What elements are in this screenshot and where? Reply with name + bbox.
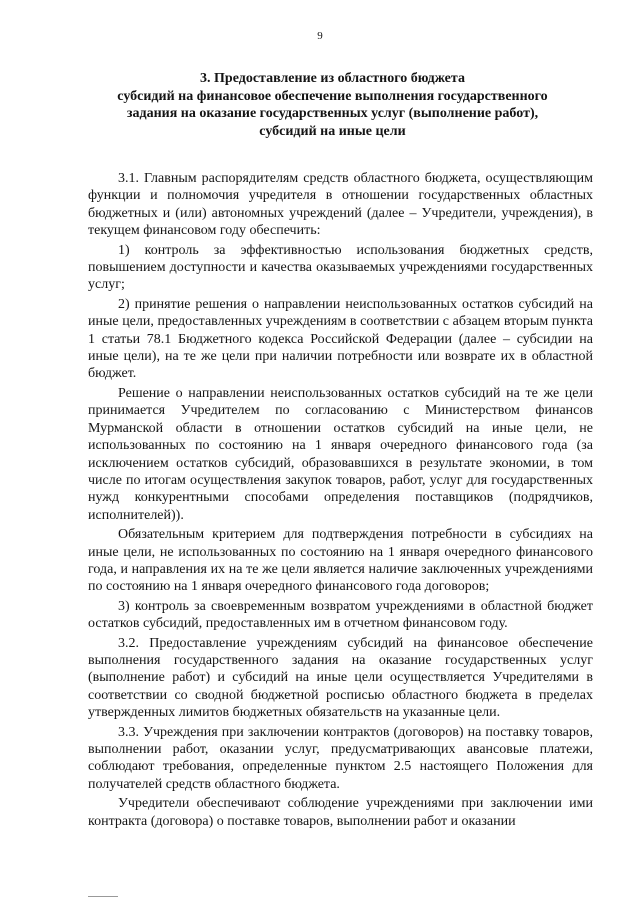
- section-title-line: задания на оказание государственных услуг (выполнение работ),: [126, 106, 539, 121]
- body-text: [88, 170, 593, 832]
- paragraph-3-1: 3.1. Главным распорядителям средств областного бюджета, осуществляющим функции и полномочия учредителя в отношении государственных областных бюджетных и (или) автономных учреждений (далее – Учредители, учреждения), в текущем финансовом году обеспечить:: [88, 171, 593, 239]
- paragraph-criterion: Обязательным критерием для подтверждения потребности в субсидиях на иные цели, не использованных по состоянию на 1 января очередного финансового года, и направления их на те же цели является наличие заключенных учреждениями по состоянию на 1 января очередного финансового года договоров;: [88, 527, 593, 595]
- paragraph-item-3: 3) контроль за своевременным возвратом учреждениями в областной бюджет остатков субсидий, предоставленных им в отчетном финансовом году.: [88, 598, 593, 632]
- section-title-line: субсидий на финансовое обеспечение выполнения государственного: [117, 88, 548, 104]
- paragraph-3-2: 3.2. Предоставление учреждениям субсидий на финансовое обеспечение выполнения государственного задания на оказание государственных услуг (выполнение работ) и субсидий на иные цели осуществляется Учредителями в соответствии со сводной бюджетной росписью областного бюджета в пределах утвержденных лимитов бюджетных обязательств на указанные цели.: [88, 635, 593, 721]
- section-title: [80, 70, 585, 140]
- paragraph-item-1: 1) контроль за эффективностью использования бюджетных средств, повышением доступности и качества оказываемых учреждениями государственных услуг;: [88, 242, 593, 293]
- section-title-line: 3. Предоставление из областного бюджета: [200, 71, 465, 86]
- section-title-line: субсидий на иные цели: [259, 123, 406, 139]
- paragraph-3-3: 3.3. Учреждения при заключении контрактов (договоров) на поставку товаров, выполнении работ, оказании услуг, предусматривающих авансовые платежи, соблюдают требования, определенные пунктом 2.5 настоящего Положения для получателей средств областного бюджета.: [88, 724, 593, 792]
- paragraph-item-2: 2) принятие решения о направлении неиспользованных остатков субсидий на иные цели, предоставленных учреждениям в соответствии с абзацем вторым пункта 1 статьи 78.1 Бюджетного кодекса Российской Федерации (далее – субсидии на иные цели), на те же цели при наличии потребности или возврате их в областной бюджет.: [88, 296, 593, 382]
- paragraph-founders: Учредители обеспечивают соблюдение учреждениями при заключении ими контракта (договора) о поставке товаров, выполнении работ и оказании: [88, 796, 593, 829]
- page-number: 9: [317, 30, 323, 42]
- bottom-divider: [88, 896, 118, 897]
- paragraph-decision: Решение о направлении неиспользованных остатков субсидий на те же цели принимается Учредителем по согласованию с Министерством финансов Мурманской области в отношении остатков субсидий на иные цели, не использованных по состоянию на 1 января очередного финансового года (за исключением остатков субсидий, образовавшихся в результате экономии, в том числе по итогам осуществления закупок товаров, работ, услуг для государственных нужд конкурентными способами определения поставщиков (подрядчиков, исполнителей)).: [88, 385, 593, 523]
